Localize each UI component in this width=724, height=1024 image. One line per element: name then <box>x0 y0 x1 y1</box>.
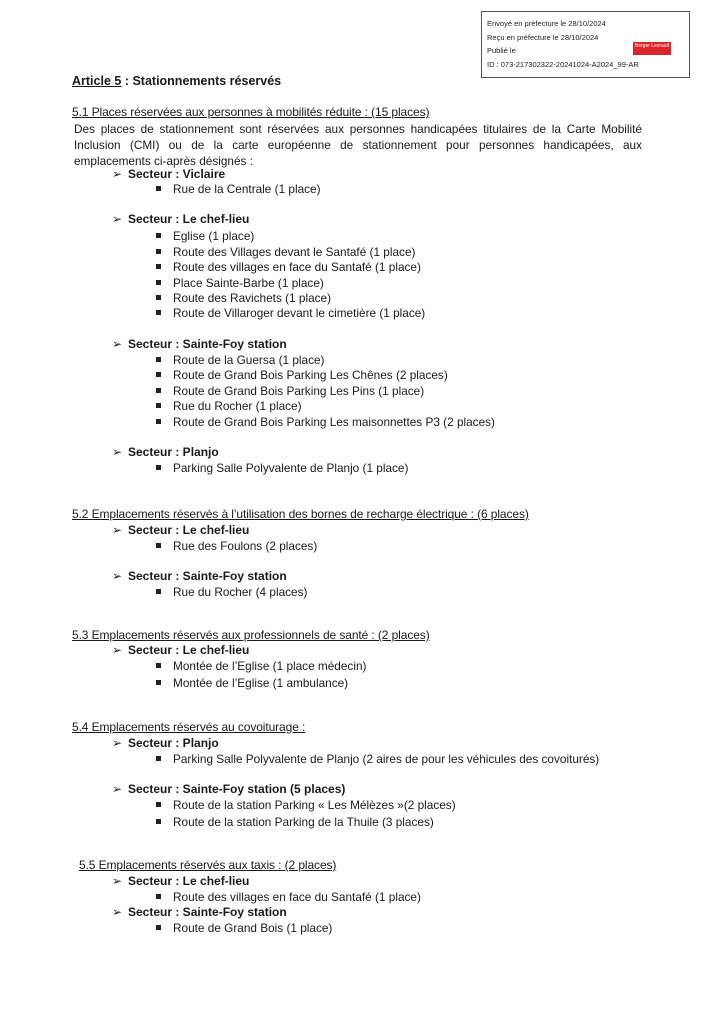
article-heading <box>72 74 281 88</box>
square-bullet-icon <box>156 295 161 300</box>
section-5-4-title: 5.4 Emplacements réservés au covoiturage : <box>72 720 306 734</box>
arrow-bullet-icon: ➢ <box>112 523 123 537</box>
article-title: : Stationnements réservés <box>121 74 282 88</box>
sector-name: Secteur : Le chef-lieu <box>128 212 250 226</box>
prefecture-stamp <box>481 11 690 78</box>
sector-heading <box>112 874 249 888</box>
square-bullet-icon <box>156 589 161 594</box>
list-item: Rue des Foulons (2 places) <box>156 539 317 553</box>
square-bullet-icon <box>156 357 161 362</box>
list-item: Route de la Guersa (1 place) <box>156 353 324 367</box>
sector-name: Secteur : Le chef-lieu <box>128 643 250 657</box>
sector-name: Secteur : Le chef-lieu <box>128 523 250 537</box>
sector-heading <box>112 905 287 919</box>
list-item: Place Sainte-Barbe (1 place) <box>156 276 324 290</box>
sector-heading <box>112 782 345 796</box>
square-bullet-icon <box>156 419 161 424</box>
list-item: Route de la station Parking de la Thuile (3 places) <box>156 815 434 829</box>
sector-name: Secteur : Planjo <box>128 445 219 459</box>
square-bullet-icon <box>156 465 161 470</box>
berger-levrault-logo: Berger Levrault <box>633 42 671 55</box>
square-bullet-icon <box>156 264 161 269</box>
sector-heading <box>112 643 249 657</box>
square-bullet-icon <box>156 680 161 685</box>
sector-heading <box>112 167 225 181</box>
sector-name: Secteur : Sainte-Foy station <box>128 337 287 351</box>
sector-name: Secteur : Planjo <box>128 736 219 750</box>
list-item: Route des villages en face du Santafé (1 place) <box>156 260 421 274</box>
arrow-bullet-icon: ➢ <box>112 445 123 459</box>
square-bullet-icon <box>156 249 161 254</box>
arrow-bullet-icon: ➢ <box>112 337 123 351</box>
section-5-1-paragraph: Des places de stationnement sont réservées aux personnes handicapées titulaires de la Carte Mobilité Inclusion (CMI) ou de la carte européenne de stationnement pour personnes handicapées, aux emplacements ci-après désignés : <box>74 122 642 168</box>
section-5-3-title: 5.3 Emplacements réservés aux professionnels de santé : (2 places) <box>72 628 430 642</box>
square-bullet-icon <box>156 802 161 807</box>
list-item: Montée de l’Eglise (1 ambulance) <box>156 676 348 690</box>
list-item: Route de Grand Bois Parking Les Chênes (2 places) <box>156 368 448 382</box>
sector-name: Secteur : Sainte-Foy station (5 places) <box>128 782 346 796</box>
sector-heading <box>112 523 249 537</box>
arrow-bullet-icon: ➢ <box>112 569 123 583</box>
list-item: Parking Salle Polyvalente de Planjo (2 aires de pour les véhicules des covoiturés) <box>156 752 599 766</box>
stamp-received-line: Reçu en préfecture le 28/10/2024 <box>487 32 599 42</box>
square-bullet-icon <box>156 925 161 930</box>
list-item: Route de la station Parking « Les Mélèzes »(2 places) <box>156 798 456 812</box>
section-5-1-title: 5.1 Places réservées aux personnes à mobilités réduite : (15 places) <box>72 105 430 119</box>
square-bullet-icon <box>156 280 161 285</box>
sector-heading <box>112 569 287 583</box>
list-item: Route de Villaroger devant le cimetière (1 place) <box>156 306 425 320</box>
square-bullet-icon <box>156 894 161 899</box>
list-item: Parking Salle Polyvalente de Planjo (1 place) <box>156 461 408 475</box>
section-5-5-title: 5.5 Emplacements réservés aux taxis : (2 places) <box>79 858 337 872</box>
sector-heading <box>112 445 219 459</box>
list-item: Route des villages en face du Santafé (1 place) <box>156 890 421 904</box>
section-5-2-title: 5.2 Emplacements réservés à l’utilisation des bornes de recharge électrique : (6 places) <box>72 507 529 521</box>
square-bullet-icon <box>156 663 161 668</box>
square-bullet-icon <box>156 543 161 548</box>
article-number: Article 5 <box>72 74 122 88</box>
sector-name: Secteur : Sainte-Foy station <box>128 905 287 919</box>
arrow-bullet-icon: ➢ <box>112 212 123 226</box>
arrow-bullet-icon: ➢ <box>112 874 123 888</box>
list-item: Rue du Rocher (4 places) <box>156 585 307 599</box>
square-bullet-icon <box>156 372 161 377</box>
list-item: Route de Grand Bois (1 place) <box>156 921 332 935</box>
stamp-published-line: Publié le <box>487 46 516 56</box>
square-bullet-icon <box>156 310 161 315</box>
sector-heading <box>112 736 219 750</box>
list-item: Eglise (1 place) <box>156 229 254 243</box>
sector-name: Secteur : Le chef-lieu <box>128 874 250 888</box>
list-item: Route de Grand Bois Parking Les maisonnettes P3 (2 places) <box>156 415 495 429</box>
arrow-bullet-icon: ➢ <box>112 736 123 750</box>
stamp-id-line: ID : 073-217302322-20241024-A2024_99-AR <box>487 59 639 69</box>
arrow-bullet-icon: ➢ <box>112 782 123 796</box>
arrow-bullet-icon: ➢ <box>112 167 123 181</box>
square-bullet-icon <box>156 756 161 761</box>
square-bullet-icon <box>156 819 161 824</box>
list-item: Montée de l’Eglise (1 place médecin) <box>156 659 366 673</box>
list-item: Route des Ravichets (1 place) <box>156 291 331 305</box>
square-bullet-icon <box>156 233 161 238</box>
square-bullet-icon <box>156 388 161 393</box>
list-item: Rue du Rocher (1 place) <box>156 399 302 413</box>
arrow-bullet-icon: ➢ <box>112 905 123 919</box>
list-item: Rue de la Centrale (1 place) <box>156 182 321 196</box>
square-bullet-icon <box>156 403 161 408</box>
list-item: Route de Grand Bois Parking Les Pins (1 place) <box>156 384 424 398</box>
arrow-bullet-icon: ➢ <box>112 643 123 657</box>
sector-heading <box>112 337 287 351</box>
stamp-sent-line: Envoyé en préfecture le 28/10/2024 <box>487 19 606 28</box>
sector-name: Secteur : Viclaire <box>128 167 226 181</box>
list-item: Route des Villages devant le Santafé (1 place) <box>156 245 415 259</box>
square-bullet-icon <box>156 186 161 191</box>
sector-heading <box>112 212 249 226</box>
sector-name: Secteur : Sainte-Foy station <box>128 569 287 583</box>
